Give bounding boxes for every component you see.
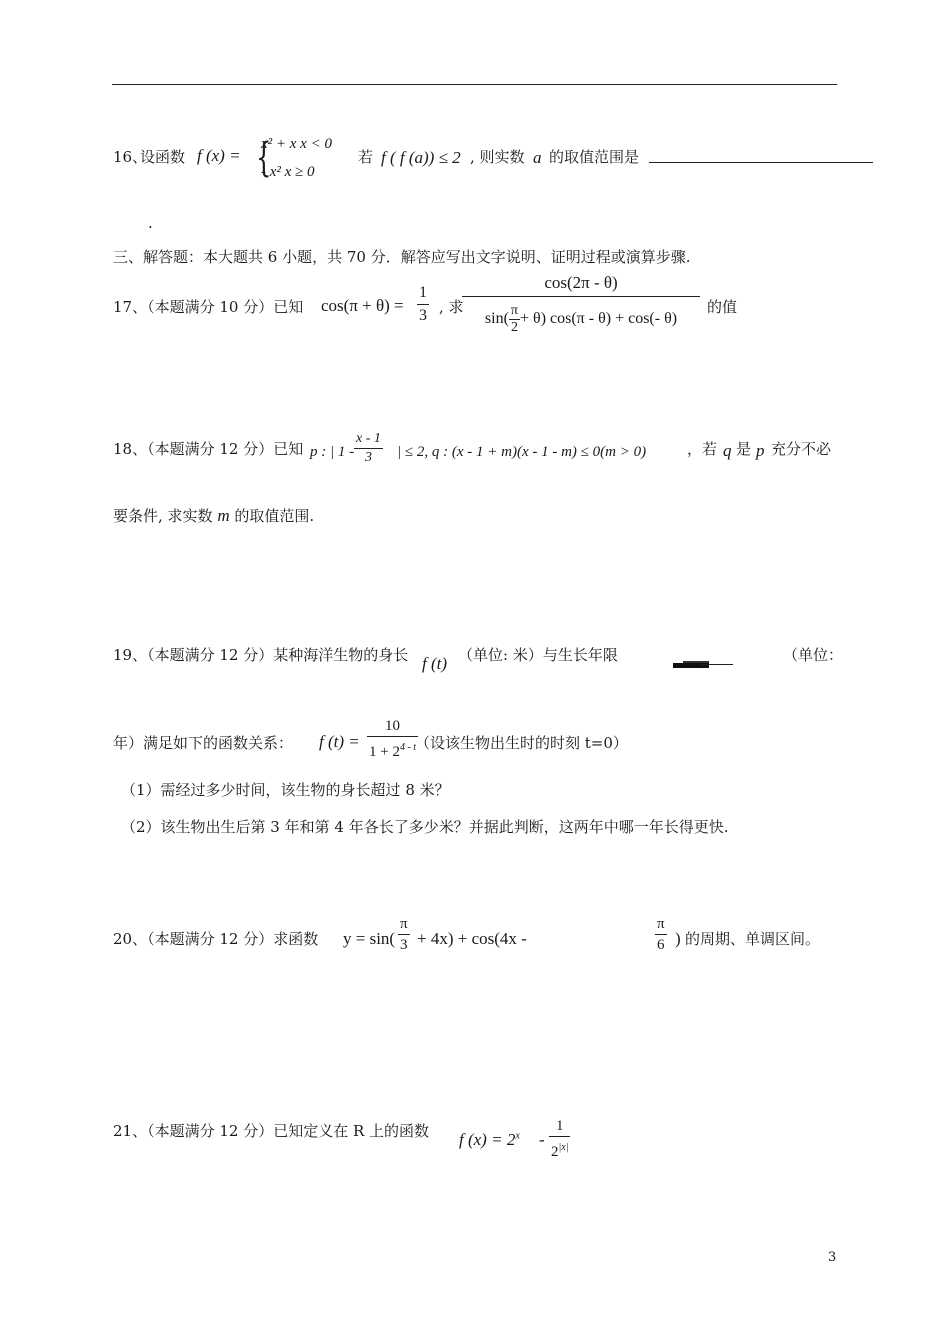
q20-y: y = sin( [343,929,396,948]
question-17 [113,268,833,348]
question-21: 21、（本题满分 12 分）已知定义在 R 上的函数 f $(x) = 2^x$ - $\frac{1}{2^{|x|}}$ [113,1116,613,1168]
q18-p-var: p [756,441,765,460]
q20-lead: 20、（本题满分 12 分）求函数 [113,930,319,948]
q18-q-var: q [723,441,732,460]
q19-f-lhs: f (t) = [319,732,360,751]
q18-lead: 18、（本题满分 12 分）已知 [113,440,304,458]
q19-unit1: （单位: 米）与生长年限 [458,646,618,664]
q19-sub-2: （2）该生物出生后第 3 年和第 4 年各长了多少米？并据此判断，这两年中哪一年长得更快. [121,818,729,836]
header-rule [112,84,837,85]
q21-frac: $\frac{1}{2^{|x|}}$ [551,1118,569,1160]
q16-ask: 的取值范围是 [549,148,640,166]
q16-period: . [148,214,153,232]
q16-case-1: x² + x x < 0 [261,136,332,152]
q17-tail: 的值 [707,298,738,316]
q16-condition: f ( f (a)) ≤ 2 [381,148,461,167]
q16-brace: { [256,135,272,181]
q18-p-frac: $\frac{x - 1}{3}$ [356,431,381,465]
q18-mid: ，若 [687,440,718,458]
question-20: 20、（本题满分 12 分）求函数 y = sin( $\frac{\pi}{3}$ + 4x) + cos(4x - $\frac{\pi}{6}$ ) 的周期、单调区间。 [113,916,821,953]
q19-f-frac: $\frac{10}{1 + 2^{4 - t}}$ [369,718,417,760]
q18-line-2: 要条件, 求实数 m 的取值范围. [113,506,315,525]
q19-ft: f (t) [422,654,448,673]
q17-expression: cos(2π - θ) sin( $\frac{\pi}{2}$ + θ) cos(π - θ) + cos(- θ) [462,272,700,336]
q16-rest: , 则实数 [470,148,525,166]
q19-lead: 19、（本题满分 12 分）某种海洋生物的身长 [113,646,409,664]
q20-frac-2: $\frac{\pi}{6}$ [657,916,665,953]
q16-var-a: a [533,148,542,167]
q17-qiu: , 求 [439,298,464,316]
q19-line-2: 年）满足如下的函数关系： f (t) = $\frac{10}{1 + 2^{4 - t}}$ （设该生物出生时的时刻 t=0） [113,716,833,764]
q21-f: f $(x) = 2^x$ [459,1130,520,1149]
question-18 [113,428,843,488]
q16-if: 若 [358,148,374,166]
q16-answer-blank [649,162,873,163]
section-3-heading: 三、解答题：本大题共 6 小题，共 70 分．解答应写出文字说明、证明过程或演算步骤. [113,248,691,266]
q19-smudge-image [671,656,735,666]
q16-fx: f (x) = [197,146,241,165]
q16-intro: 设函数 [140,148,186,166]
q19-sub-1: （1）需经过多少时间，该生物的身长超过 8 米？ [121,781,450,799]
q17-given-frac: $\frac{1}{3}$ [419,284,427,324]
question-19 [113,640,843,680]
q18-p-label: p : | 1 - [310,444,355,460]
q18-tail: 充分不必 [771,440,832,458]
q20-frac-1: $\frac{\pi}{3}$ [400,916,408,953]
q19-unit2: （单位： [783,646,844,664]
q17-lead: 17、（本题满分 10 分）已知 [113,298,304,316]
q20-tail: 的周期、单调区间。 [685,930,821,948]
q16-case-2: - x² x ≥ 0 [261,164,315,180]
q21-lead: 21、（本题满分 12 分）已知定义在 R 上的函数 [113,1122,430,1140]
page-number: 3 [828,1250,837,1265]
q20-mid: + 4x) + cos(4x - [417,929,527,948]
q16-number: 16、 [113,148,148,166]
q18-shi: 是 [736,440,752,458]
q18-p-rest: | ≤ 2, q : (x - 1 + m)(x - 1 - m) ≤ 0(m > 0) [397,444,647,460]
q17-given: cos(π + θ) = [321,296,404,315]
